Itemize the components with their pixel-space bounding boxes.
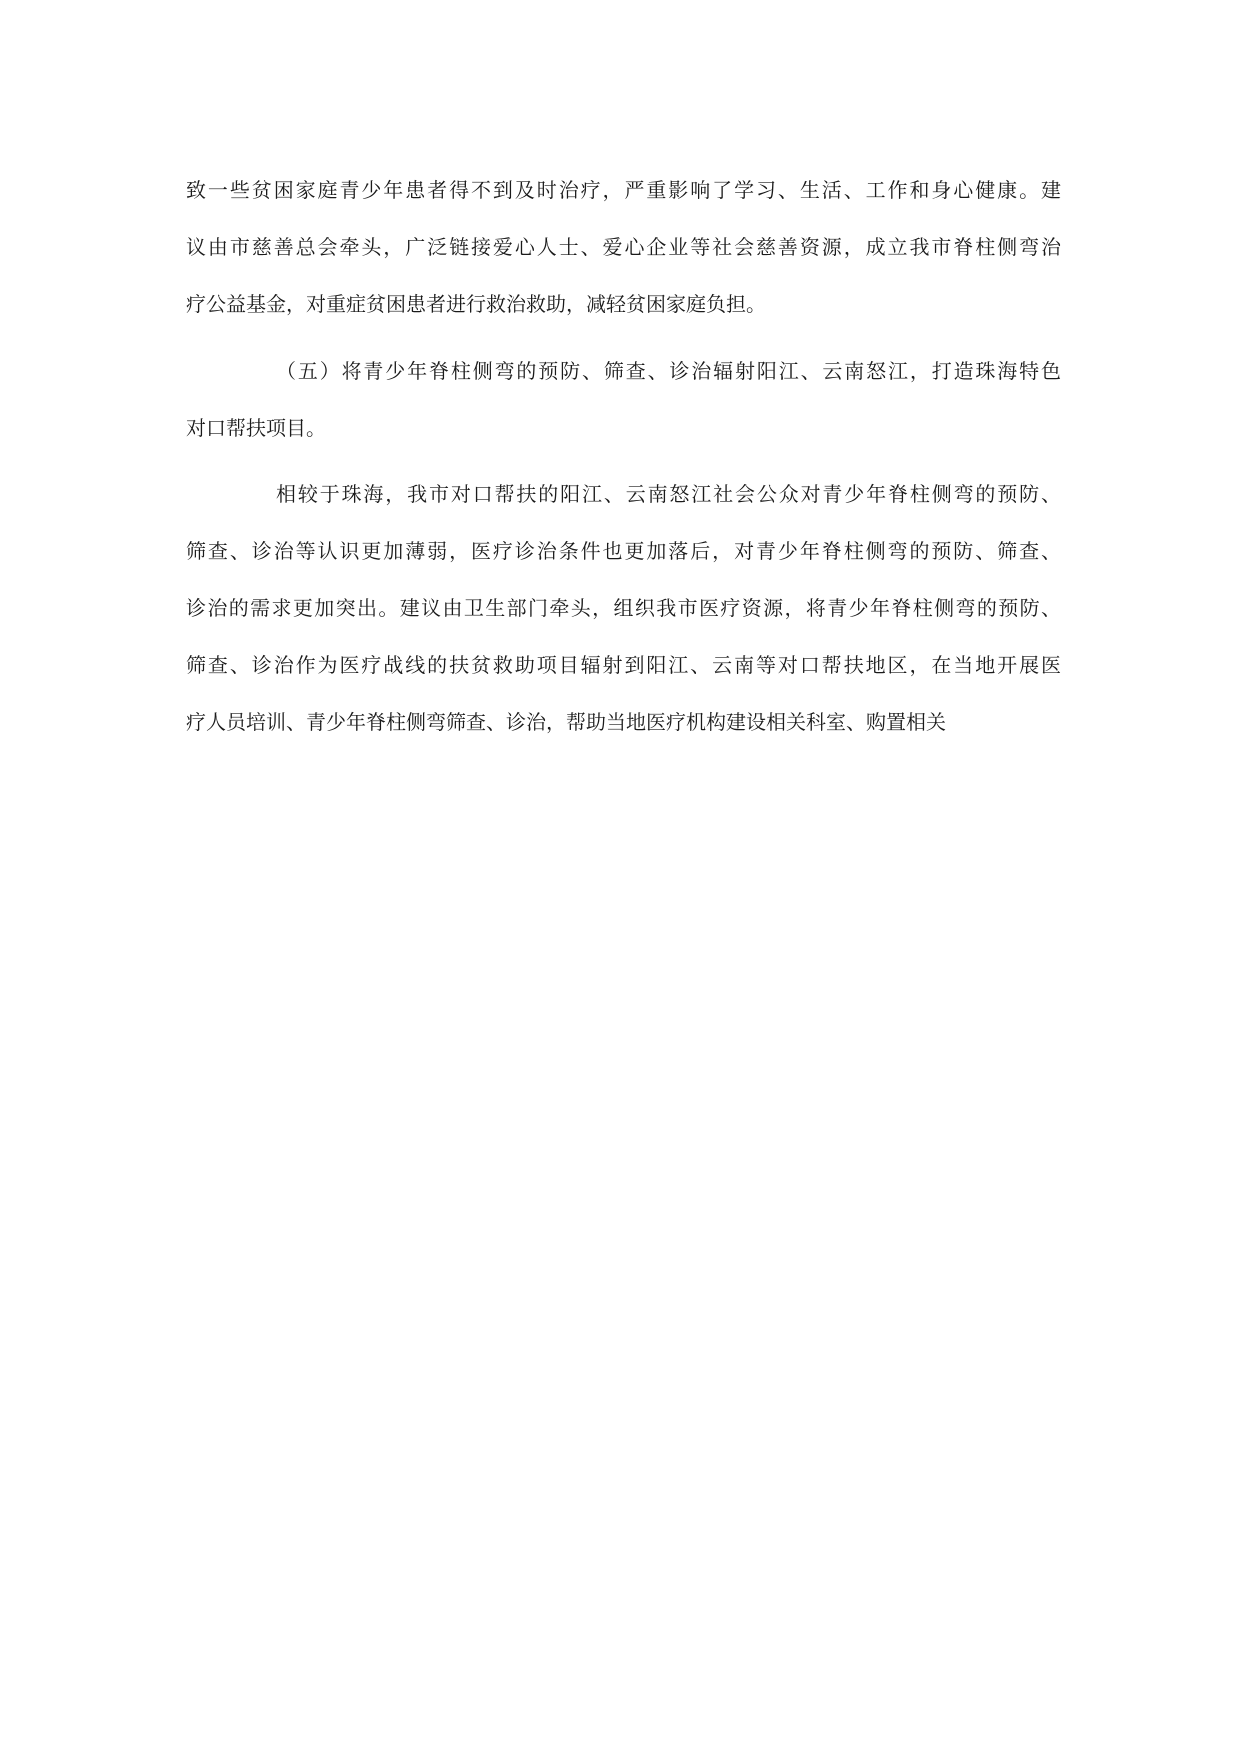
text-line: 致一些贫困家庭青少年患者得不到及时治疗，严重影响了学习、生活、工作和身心健康。建 [186, 178, 1061, 202]
text-line: 疗公益基金，对重症贫困患者进行救治救助，减轻贫困家庭负担。 [186, 292, 766, 316]
text-line: 筛查、诊治作为医疗战线的扶贫救助项目辐射到阳江、云南等对口帮扶地区，在当地开展医 [186, 653, 1061, 677]
text-line: 议由市慈善总会牵头，广泛链接爱心人士、爱心企业等社会慈善资源，成立我市脊柱侧弯治 [186, 235, 1061, 259]
text-line: 对口帮扶项目。 [186, 416, 326, 440]
text-line: 筛查、诊治等认识更加薄弱，医疗诊治条件也更加落后，对青少年脊柱侧弯的预防、筛查、 [186, 539, 1061, 563]
paragraph-assistance-project [186, 466, 1061, 751]
section-heading-five [186, 343, 1061, 457]
text-line: 相较于珠海，我市对口帮扶的阳江、云南怒江社会公众对青少年脊柱侧弯的预防、 [276, 482, 1061, 506]
text-line: （五）将青少年脊柱侧弯的预防、筛查、诊治辐射阳江、云南怒江，打造珠海特色 [276, 359, 1061, 383]
paragraph-charity-fund [186, 162, 1061, 333]
text-line: 疗人员培训、青少年脊柱侧弯筛查、诊治，帮助当地医疗机构建设相关科室、购置相关 [186, 710, 946, 734]
text-line: 诊治的需求更加突出。建议由卫生部门牵头，组织我市医疗资源，将青少年脊柱侧弯的预防、 [186, 596, 1061, 620]
